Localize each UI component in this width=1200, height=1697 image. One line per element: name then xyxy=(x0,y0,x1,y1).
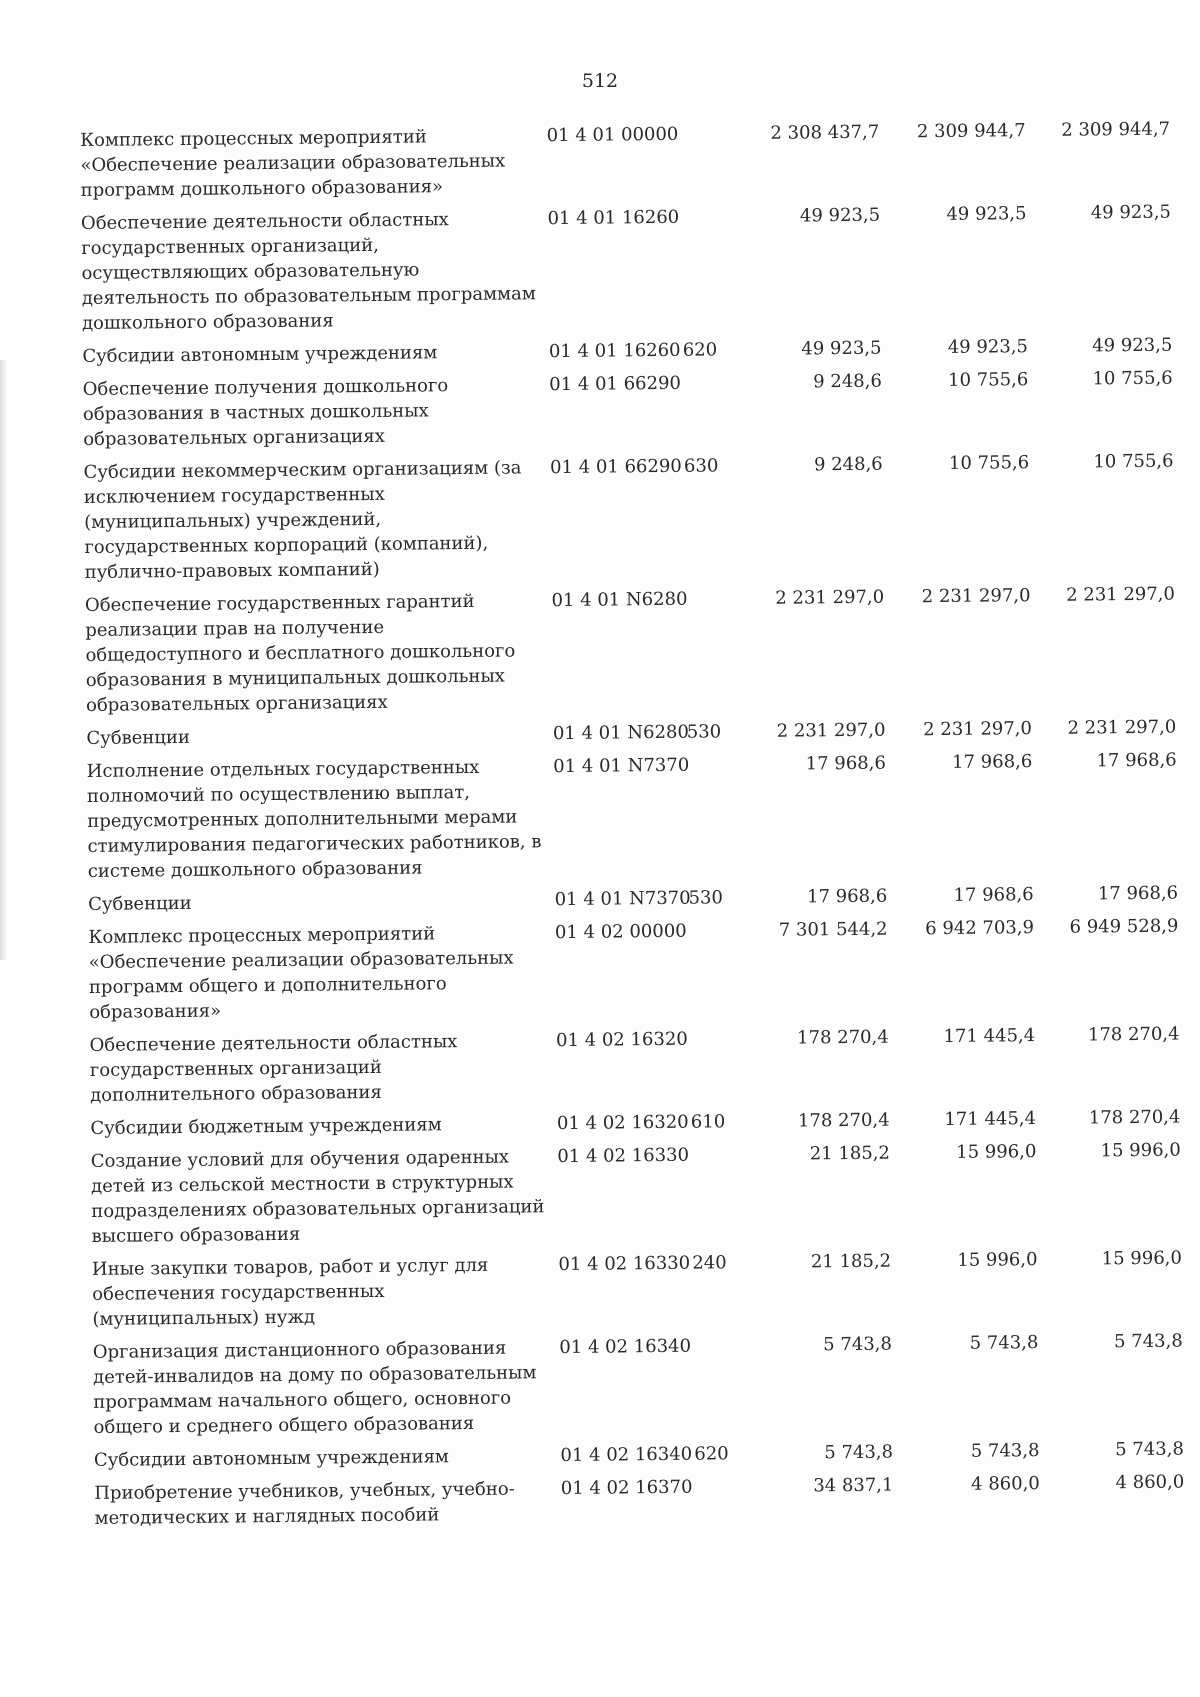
amount-year-1: 2 231 297,0 xyxy=(775,586,885,609)
amount-year-3: 10 755,6 xyxy=(1092,367,1173,390)
amount-year-1: 9 248,6 xyxy=(813,453,883,476)
target-code: 01 4 01 66290 xyxy=(549,372,682,396)
amount-year-2: 5 743,8 xyxy=(969,1332,1039,1354)
amount-year-1: 21 185,2 xyxy=(810,1250,892,1273)
target-code: 01 4 02 16330 xyxy=(557,1144,690,1168)
amount-year-3: 2 231 297,0 xyxy=(1066,583,1176,606)
item-name: Исполнение отдельных государственных полномочий по осуществлению выплат, предусмотренных дополнительными мерами стимулирования педагогических работников, в системе дошкольного образования xyxy=(86,756,542,882)
target-code: 01 4 02 16340 xyxy=(559,1335,692,1359)
page-number: 512 xyxy=(581,70,619,92)
table-row xyxy=(80,117,1171,211)
item-name: Субсидии бюджетным учреждениям xyxy=(90,1114,442,1139)
scan-edge-shadow xyxy=(0,360,6,960)
table-row xyxy=(94,1470,1185,1539)
target-code: 01 4 01 00000 xyxy=(546,123,679,147)
amount-year-3: 5 743,8 xyxy=(1115,1438,1185,1461)
amount-year-2: 2 231 297,0 xyxy=(923,718,1033,741)
table-row xyxy=(87,748,1178,892)
amount-year-3: 4 860,0 xyxy=(1115,1471,1185,1494)
amount-year-1: 9 248,6 xyxy=(813,370,882,393)
amount-year-2: 49 923,5 xyxy=(946,203,1027,225)
item-name: Субсидии автономным учреждениям xyxy=(82,342,438,367)
table-row xyxy=(91,1138,1182,1257)
amount-year-1: 17 968,6 xyxy=(806,885,888,908)
target-code: 01 4 01 66290 xyxy=(550,455,682,479)
amount-year-3: 49 923,5 xyxy=(1092,334,1173,357)
amount-year-1: 5 743,8 xyxy=(823,1333,893,1356)
amount-year-1: 49 923,5 xyxy=(799,204,881,227)
amount-year-1: 7 301 544,2 xyxy=(778,918,888,941)
item-name: Обеспечение государственных гарантий реализации прав на получение общедоступного и бесплатного дошкольного образования в муниципальных дошкольных образовательных организациях xyxy=(84,590,516,716)
expense-type-code xyxy=(693,1333,746,1442)
target-code: 01 4 02 16320 xyxy=(556,1111,689,1135)
expense-type-code xyxy=(691,1142,744,1251)
expense-type-code: 610 xyxy=(690,1111,726,1133)
item-name: Обеспечение деятельности областных государственных организаций, осуществляющих образовательную деятельность по образовательным программам дошкольного образования xyxy=(80,209,536,334)
amount-year-3: 10 755,6 xyxy=(1093,450,1174,473)
amount-year-3: 17 968,6 xyxy=(1096,749,1177,772)
table-row xyxy=(81,200,1172,344)
target-code: 01 4 01 N6280 xyxy=(552,721,689,745)
amount-year-1: 2 231 297,0 xyxy=(776,719,886,742)
item-name: Обеспечение деятельности областных государственных организаций дополнительного образования xyxy=(89,1031,458,1106)
expense-type-code xyxy=(681,204,735,338)
amount-year-2: 17 968,6 xyxy=(952,751,1033,773)
expense-type-code: 530 xyxy=(686,721,722,743)
amount-year-1: 178 270,4 xyxy=(797,1109,890,1132)
expense-type-code xyxy=(689,918,742,1027)
amount-year-2: 15 996,0 xyxy=(957,1249,1038,1271)
amount-year-2: 2 309 944,7 xyxy=(916,120,1026,143)
expense-type-code xyxy=(685,586,739,720)
item-name: Субвенции xyxy=(88,892,192,915)
amount-year-1: 49 923,5 xyxy=(801,337,882,360)
amount-year-1: 5 743,8 xyxy=(824,1441,894,1464)
amount-year-2: 171 445,4 xyxy=(943,1025,1036,1048)
item-name: Приобретение учебников, учебных, учебно-методических и наглядных пособий xyxy=(94,1478,515,1529)
amount-year-2: 10 755,6 xyxy=(948,369,1029,391)
amount-year-1: 2 308 437,7 xyxy=(770,121,880,144)
amount-year-1: 17 968,6 xyxy=(805,752,886,775)
amount-year-2: 171 445,4 xyxy=(944,1108,1037,1131)
amount-year-3: 49 923,5 xyxy=(1090,201,1172,224)
amount-year-1: 21 185,2 xyxy=(809,1142,891,1165)
target-code: 01 4 02 16340 xyxy=(560,1443,693,1467)
amount-year-2: 4 860,0 xyxy=(971,1473,1040,1495)
expense-type-code xyxy=(680,121,733,205)
table-row xyxy=(83,366,1174,460)
amount-year-3: 178 270,4 xyxy=(1088,1106,1181,1129)
item-name: Иные закупки товаров, работ и услуг для обеспечения государственных (муниципальных) нужд xyxy=(91,1254,489,1330)
amount-year-1: 178 270,4 xyxy=(797,1026,889,1049)
amount-year-2: 17 968,6 xyxy=(953,884,1034,906)
item-name: Организация дистанционного образования детей-инвалидов на дому по образовательным программам начального общего, основного общего и среднего общего образования xyxy=(92,1337,537,1438)
amount-year-3: 15 996,0 xyxy=(1100,1139,1181,1162)
amount-year-3: 17 968,6 xyxy=(1097,882,1179,905)
amount-year-2: 6 942 703,9 xyxy=(925,917,1035,940)
budget-table xyxy=(80,117,1185,1539)
table-row xyxy=(93,1329,1184,1448)
table-row xyxy=(89,1022,1180,1116)
table-row xyxy=(83,449,1174,593)
budget-table-body xyxy=(80,117,1185,1539)
item-name: Создание условий для обучения одаренных детей из сельской местности в структурных подразделениях образовательных организаций высшего образования xyxy=(90,1146,545,1247)
table-row xyxy=(92,1246,1183,1340)
table-row xyxy=(88,914,1179,1033)
expense-type-code: 620 xyxy=(694,1443,729,1465)
expense-type-code xyxy=(690,1026,743,1110)
amount-year-2: 15 996,0 xyxy=(956,1141,1037,1163)
item-name: Субсидии некоммерческим организациям (за исключением государственных (муниципальных) учреждений, государственных корпораций (компаний), публично-правовых компаний) xyxy=(83,457,522,583)
expense-type-code: 630 xyxy=(683,455,719,477)
amount-year-3: 2 309 944,7 xyxy=(1061,118,1171,141)
expense-type-code xyxy=(695,1474,748,1533)
target-code: 01 4 01 16260 xyxy=(548,339,681,363)
amount-year-2: 49 923,5 xyxy=(947,336,1029,358)
target-code: 01 4 02 16320 xyxy=(556,1028,688,1052)
target-code: 01 4 02 00000 xyxy=(554,920,687,944)
item-name: Обеспечение получения дошкольного образования в частных дошкольных образовательных организациях xyxy=(82,375,449,450)
target-code: 01 4 01 N7370 xyxy=(554,887,691,911)
amount-year-2: 10 755,6 xyxy=(948,452,1030,474)
expense-type-code xyxy=(683,370,736,454)
amount-year-3: 15 996,0 xyxy=(1101,1247,1183,1270)
amount-year-3: 2 231 297,0 xyxy=(1067,716,1177,739)
expense-type-code xyxy=(687,752,741,886)
amount-year-3: 178 270,4 xyxy=(1087,1023,1180,1046)
expense-type-code: 620 xyxy=(682,339,718,361)
expense-type-code: 240 xyxy=(692,1252,727,1274)
amount-year-2: 5 743,8 xyxy=(970,1440,1040,1462)
amount-year-3: 6 949 528,9 xyxy=(1069,915,1179,938)
item-name: Комплекс процессных мероприятий «Обеспечение реализации образовательных программ дошкольного образования» xyxy=(80,126,506,201)
table-row xyxy=(85,582,1176,726)
amount-year-2: 2 231 297,0 xyxy=(921,585,1031,608)
target-code: 01 4 02 16370 xyxy=(560,1476,693,1500)
target-code: 01 4 01 N6280 xyxy=(551,588,688,612)
item-name: Комплекс процессных мероприятий «Обеспечение реализации образовательных программ общего и дополнительного образования» xyxy=(88,923,514,1023)
item-name: Субсидии автономным учреждениям xyxy=(93,1446,449,1471)
target-code: 01 4 01 16260 xyxy=(547,206,680,230)
amount-year-3: 5 743,8 xyxy=(1113,1330,1183,1353)
expense-type-code: 530 xyxy=(688,887,723,909)
item-name: Субвенции xyxy=(86,726,191,749)
target-code: 01 4 01 N7370 xyxy=(553,754,690,778)
target-code: 01 4 02 16330 xyxy=(558,1252,691,1276)
amount-year-1: 34 837,1 xyxy=(813,1474,894,1497)
